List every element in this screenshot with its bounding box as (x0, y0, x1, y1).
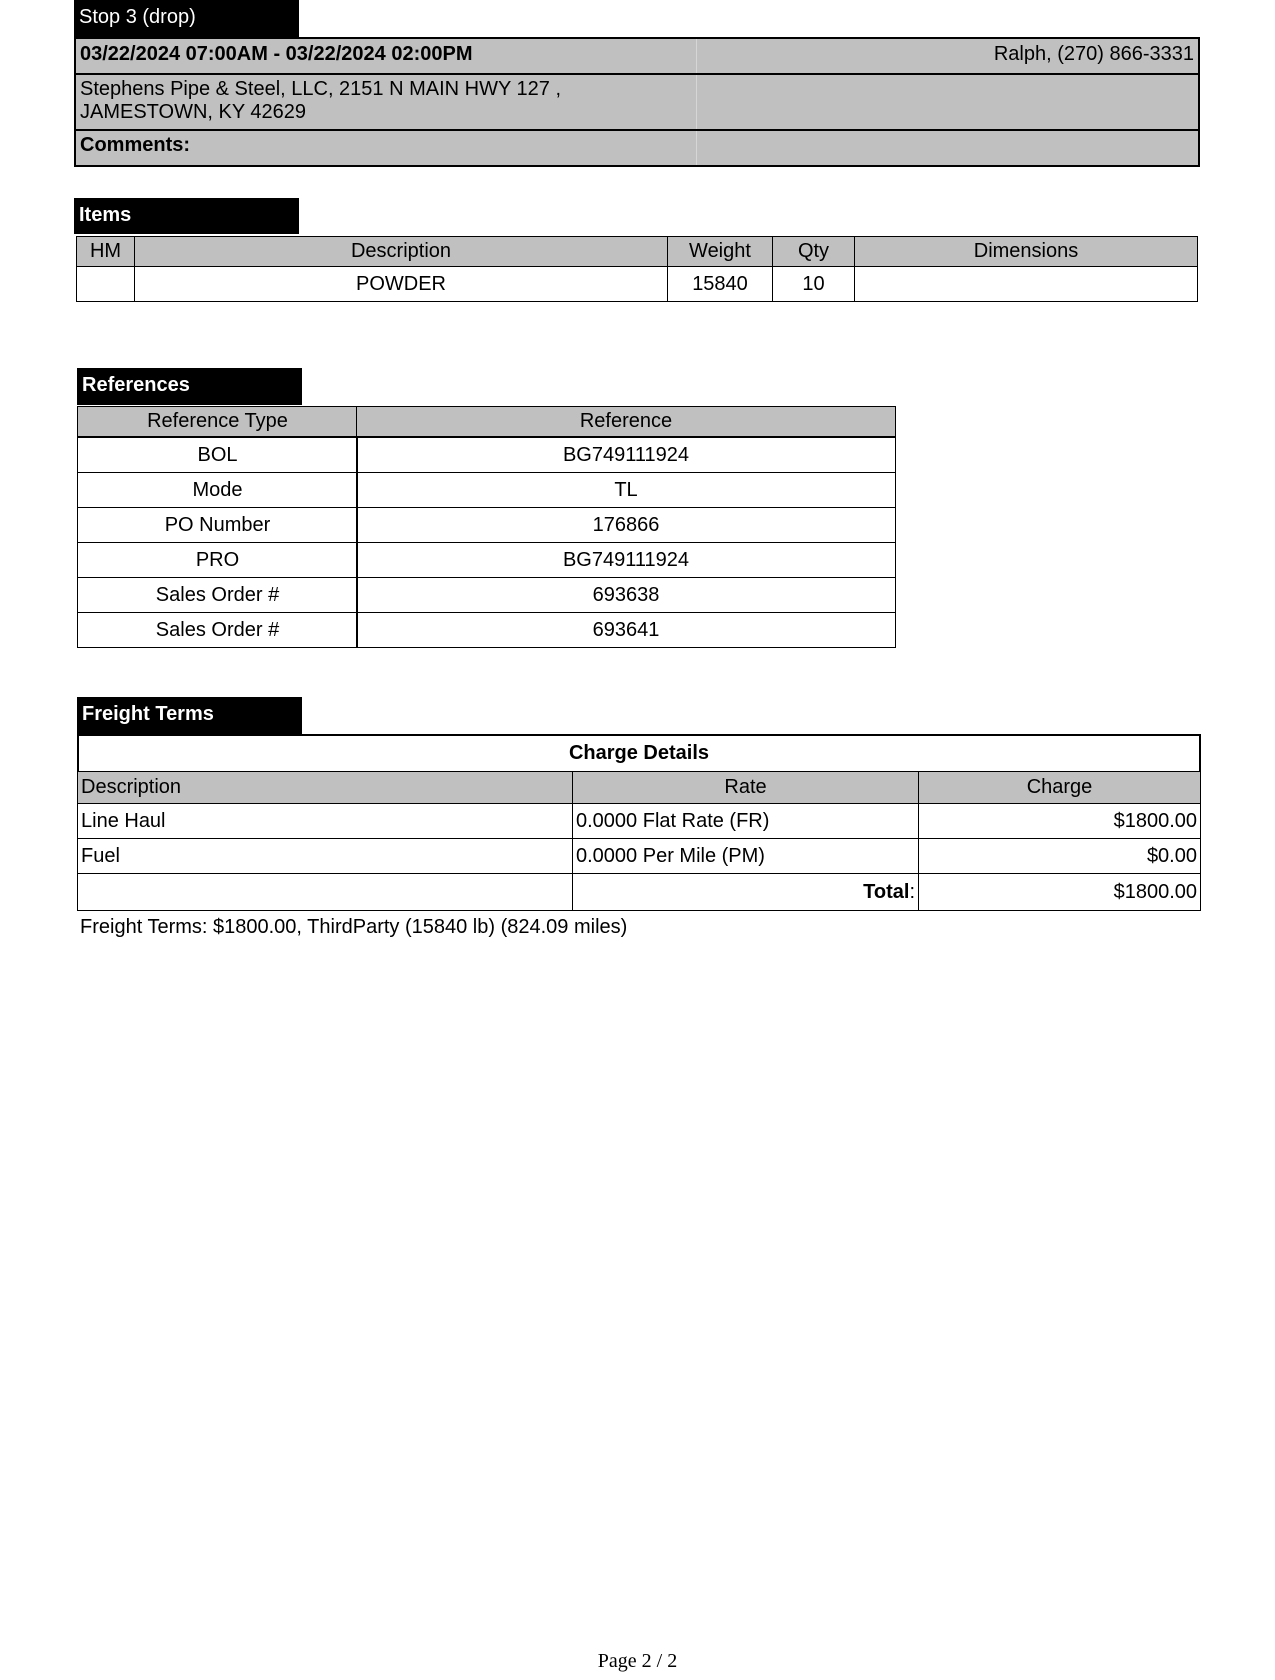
charge-total-value: $1800.00 (918, 873, 1201, 911)
charge-details-title: Charge Details (77, 734, 1201, 773)
charge-rate-cell: 0.0000 Flat Rate (FR) (572, 803, 919, 839)
freight-terms-summary: Freight Terms: $1800.00, ThirdParty (15840 lb) (824.09 miles) (80, 916, 628, 938)
items-cell-dimensions (854, 266, 1198, 302)
reference-value-cell: BG749111924 (356, 542, 896, 578)
row-divider (696, 131, 697, 165)
items-header-qty: Qty (772, 236, 855, 267)
reference-value-cell: 693638 (356, 577, 896, 613)
items-cell-description: POWDER (134, 266, 668, 302)
items-header-description: Description (134, 236, 668, 267)
reference-type-cell: PO Number (77, 507, 358, 543)
reference-type-cell: BOL (77, 437, 358, 473)
reference-type-cell: Mode (77, 472, 358, 508)
references-header-type: Reference Type (77, 406, 358, 437)
charge-header-rate: Rate (572, 771, 919, 804)
comments-label: Comments: (80, 134, 191, 156)
stop-address-line2: JAMESTOWN, KY 42629 (80, 101, 307, 123)
references-header-reference: Reference (356, 406, 896, 437)
reference-type-cell: PRO (77, 542, 358, 578)
charge-description-cell: Fuel (77, 838, 573, 874)
items-tab (74, 198, 299, 234)
reference-value-cell: TL (356, 472, 896, 508)
stop-address-line1: Stephens Pipe & Steel, LLC, 2151 N MAIN HWY 127 , (80, 78, 561, 100)
reference-type-cell: Sales Order # (77, 612, 358, 648)
reference-value-cell: 693641 (356, 612, 896, 648)
items-header-hm: HM (76, 236, 135, 267)
references-tab (77, 368, 302, 405)
reference-value-cell: BG749111924 (356, 437, 896, 473)
charge-amount-cell: $0.00 (918, 838, 1201, 874)
stop-comments-row (74, 131, 1200, 167)
row-divider (696, 39, 697, 73)
reference-value-cell: 176866 (356, 507, 896, 543)
charge-total-spacer-cell (77, 873, 573, 911)
items-header-dimensions: Dimensions (854, 236, 1198, 267)
charge-description-cell: Line Haul (77, 803, 573, 839)
stop-window-row (74, 37, 1200, 75)
charge-header-description: Description (77, 771, 573, 804)
freight-terms-tab-label: Freight Terms (82, 703, 214, 725)
items-header-weight: Weight (667, 236, 773, 267)
row-divider (696, 75, 697, 129)
stop-address-row (74, 75, 1200, 131)
references-tab-label: References (82, 374, 190, 396)
stop-contact: Ralph, (270) 866-3331 (993, 43, 1194, 65)
items-cell-weight: 15840 (667, 266, 773, 302)
stop-tab (74, 0, 299, 37)
page-number: Page 2 / 2 (597, 1650, 678, 1672)
charge-header-charge: Charge (918, 771, 1201, 804)
charge-total-label-cell (572, 873, 919, 911)
freight-terms-tab (77, 697, 302, 734)
charge-total-label: Total (863, 880, 910, 903)
charge-amount-cell: $1800.00 (918, 803, 1201, 839)
charge-total-colon: : (909, 880, 915, 903)
reference-type-cell: Sales Order # (77, 577, 358, 613)
items-cell-hm (76, 266, 135, 302)
items-cell-qty: 10 (772, 266, 855, 302)
items-tab-label: Items (79, 204, 132, 226)
stop-tab-label: Stop 3 (drop) (79, 6, 196, 28)
charge-rate-cell: 0.0000 Per Mile (PM) (572, 838, 919, 874)
stop-window: 03/22/2024 07:00AM - 03/22/2024 02:00PM (80, 43, 473, 65)
